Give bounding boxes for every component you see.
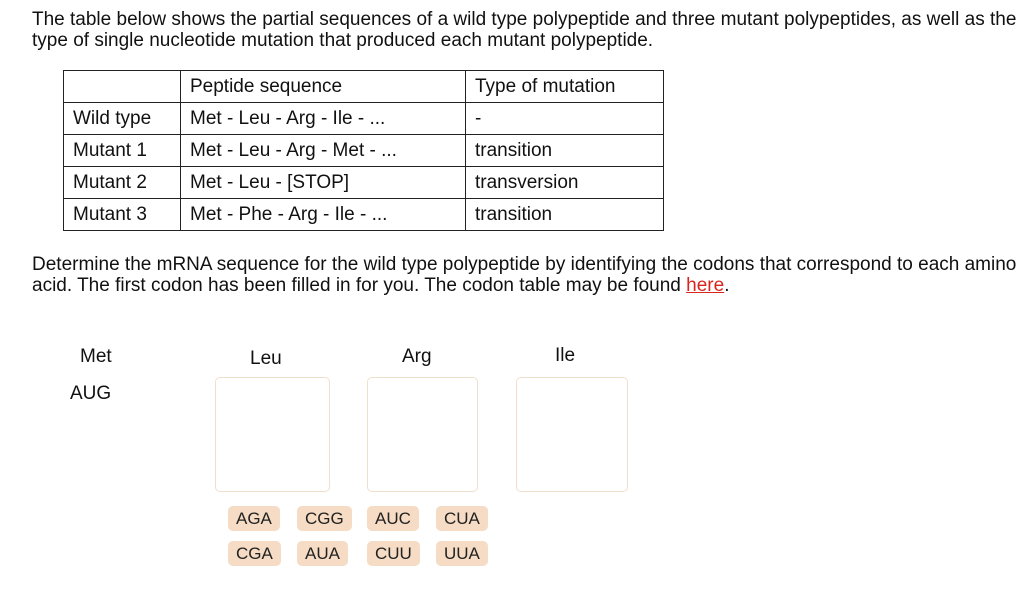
given-codon: AUG	[70, 383, 112, 404]
table-cell: Wild type	[64, 103, 181, 135]
drop-zone-ile[interactable]	[516, 377, 628, 492]
codon-chip[interactable]: AGA	[228, 506, 280, 531]
amino-acid-label-ile: Ile	[555, 345, 576, 366]
amino-acid-label-met: Met	[80, 346, 112, 367]
table-row	[64, 167, 664, 199]
table-row	[64, 199, 664, 231]
table-cell: transition	[466, 199, 664, 231]
table-cell: transversion	[466, 167, 664, 199]
table-cell: Mutant 3	[64, 199, 181, 231]
table-cell: Mutant 1	[64, 135, 181, 167]
table-cell: Met - Leu - Arg - Met - ...	[181, 135, 466, 167]
table-cell: Mutant 2	[64, 167, 181, 199]
intro-text: The table below shows the partial sequences of a wild type polypeptide and three mutant polypeptides, as well as the type of single nucleotide mutation that produced each mutant polypeptide.	[32, 9, 1017, 51]
table-cell: Met - Phe - Arg - Ile - ...	[181, 199, 466, 231]
codon-chip[interactable]: CGA	[228, 541, 281, 566]
codon-chip[interactable]: UUA	[436, 541, 488, 566]
codon-chip[interactable]: CUA	[436, 506, 488, 531]
amino-acid-label-leu: Leu	[250, 348, 282, 369]
codon-table-link[interactable]: here	[686, 275, 725, 296]
instructions-end: .	[724, 275, 730, 296]
codon-chip[interactable]: AUA	[297, 541, 348, 566]
table-header-cell	[64, 71, 181, 103]
drop-zone-arg[interactable]	[367, 377, 478, 492]
drop-zone-leu[interactable]	[215, 377, 330, 492]
instructions-text	[32, 254, 1017, 296]
table-header-cell: Type of mutation	[466, 71, 664, 103]
codon-chip[interactable]: CGG	[297, 506, 352, 531]
table-cell: Met - Leu - Arg - Ile - ...	[181, 103, 466, 135]
table-row	[64, 135, 664, 167]
mutation-table	[63, 70, 664, 231]
table-cell: Met - Leu - [STOP]	[181, 167, 466, 199]
amino-acid-label-arg: Arg	[402, 346, 432, 367]
table-header-cell: Peptide sequence	[181, 71, 466, 103]
codon-chip[interactable]: CUU	[367, 541, 420, 566]
table-cell: -	[466, 103, 664, 135]
codon-chip[interactable]: AUC	[367, 506, 419, 531]
table-header-row	[64, 71, 664, 103]
table-row	[64, 103, 664, 135]
table-cell: transition	[466, 135, 664, 167]
instructions-body: Determine the mRNA sequence for the wild type polypeptide by identifying the codons that correspond to each amino acid. The first codon has been filled in for you. The codon table may be found	[32, 254, 1017, 296]
